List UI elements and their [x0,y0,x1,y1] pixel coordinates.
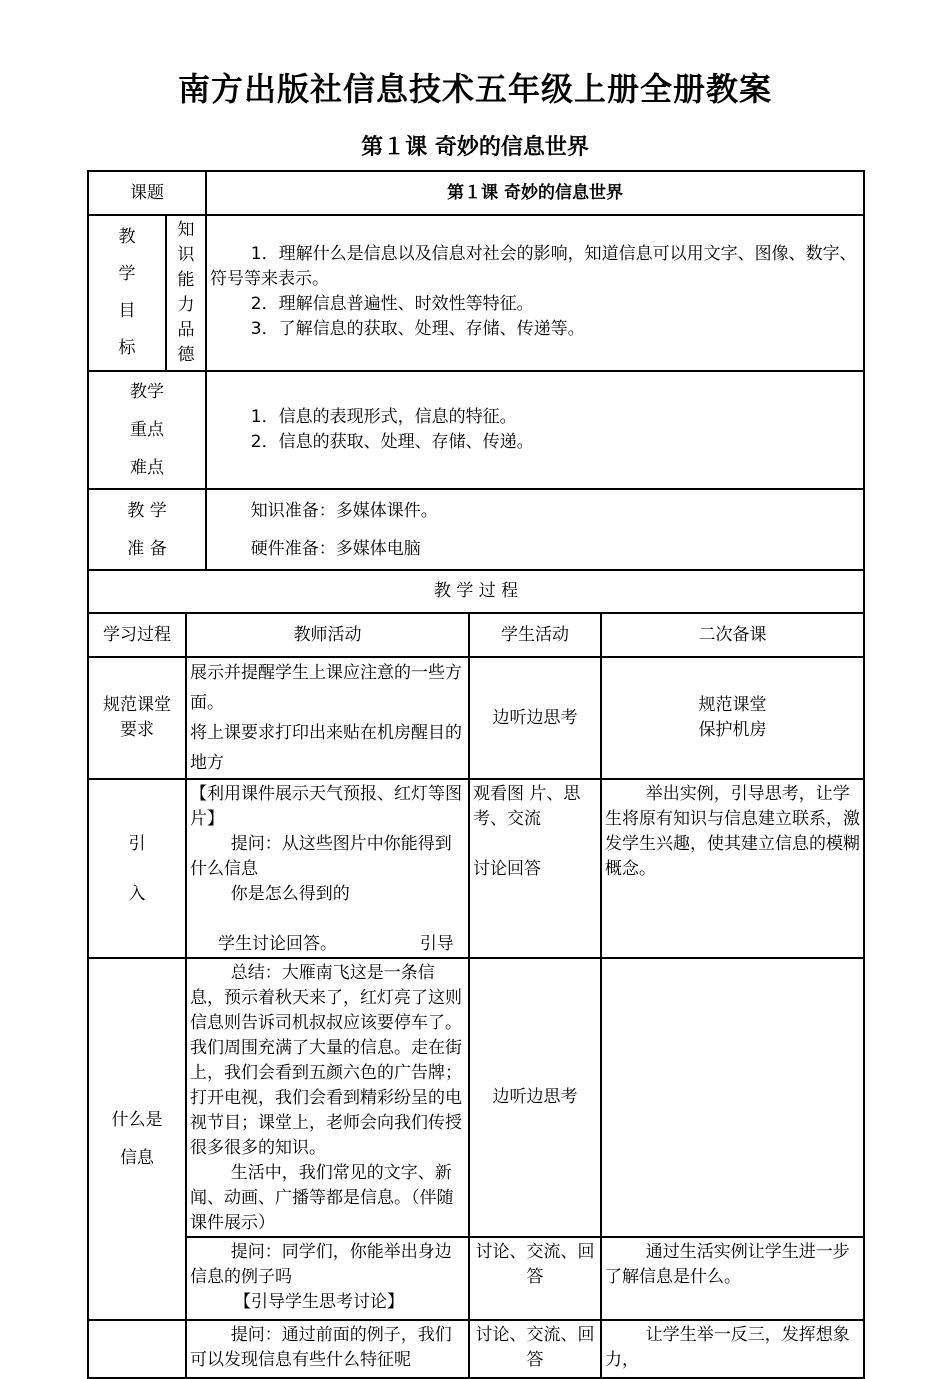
notes-cell: 通过生活实例让学生进一步了解信息是什么。 [601,1237,864,1320]
teacher-cell [186,958,469,1237]
student-cell [469,779,601,958]
prep-label [88,489,206,570]
goals-label-char: 学 [118,264,136,284]
keypoints-label [88,371,206,489]
stage-cell [88,779,186,958]
student-cell: 边听边思考 [469,657,601,779]
process-title: 教 学 过 程 [88,570,864,613]
process-header-row [88,613,864,657]
teacher-line: 【引导学生思考讨论】 [234,1292,404,1312]
goals-sublabel-line: 能力 [177,270,195,315]
keypoints-label-line: 难点 [130,458,164,478]
keypoint-item: 2．信息的获取、处理、存储、传递。 [250,432,534,452]
goals-label-char: 教 [118,227,136,247]
topic-value: 第１课 奇妙的信息世界 [206,171,864,215]
process-title-row [88,570,864,613]
col-header-student: 学生活动 [469,613,601,657]
goals-label [88,215,166,371]
prep-item: 硬件准备：多媒体电脑 [250,538,421,559]
goals-content [206,215,864,371]
goals-sublabel-line: 品德 [177,320,195,365]
process-row-what-is-info [88,958,864,1237]
stage-cell: 规范课堂要求 [88,657,186,779]
notes-cell [601,958,864,1237]
teacher-line: 展示并提醒学生上课应注意的一些方面。 [190,663,462,713]
notes-line: 保护机房 [698,720,767,740]
process-row-examples [88,1237,864,1320]
stage-cell [88,958,186,1320]
teacher-cell [186,657,469,779]
student-line: 讨论回答 [473,859,541,879]
stage-line: 引 [128,833,146,854]
prep-row [88,489,864,570]
stage-line: 信息 [120,1148,154,1168]
teacher-line: 将上课要求打印出来贴在机房醒目的地方 [190,723,462,773]
teacher-cell: 提问：通过前面的例子，我们可以发现信息有些什么特征呢 [186,1320,469,1378]
prep-label-line: 准 备 [127,538,167,559]
lesson-heading: 第１课 奇妙的信息世界 [361,134,589,160]
goal-item: 1．理解什么是信息以及信息对社会的影响，知道信息可以用文字、图像、数字、符号等来表示。 [210,244,857,289]
goals-label-char: 标 [118,338,136,358]
goal-item: 2．理解信息普遍性、时效性等特征。 [250,294,534,314]
stage-cell [88,1320,186,1378]
notes-cell [601,657,864,779]
topic-label: 课题 [88,171,206,215]
goals-sublabel [166,215,206,371]
keypoints-label-line: 教学 [130,382,164,402]
prep-item: 知识准备：多媒体课件。 [250,500,438,521]
keypoints-row [88,371,864,489]
keypoints-content [206,371,864,489]
process-row-rules [88,657,864,779]
stage-line: 入 [128,883,146,904]
keypoint-item: 1．信息的表现形式，信息的特征。 [250,407,517,427]
teacher-line: 提问：从这些图片中你能得到什么信息 [190,834,452,879]
prep-content [206,489,864,570]
teacher-line: 你是怎么得到的 [230,884,350,904]
goals-sublabel-line: 知识 [177,220,195,265]
notes-line: 规范课堂 [698,695,767,715]
stage-line: 什么是 [111,1110,163,1130]
document-title: 南方出版社信息技术五年级上册全册教案 [177,70,772,108]
notes-cell: 让学生举一反三，发挥想象力， [601,1320,864,1378]
teacher-cell [186,779,469,958]
student-cell: 讨论、交流、回答 [469,1320,601,1378]
keypoints-label-line: 重点 [130,420,164,440]
col-header-notes: 二次备课 [601,613,864,657]
process-row-features [88,1320,864,1378]
student-cell: 边听边思考 [469,958,601,1237]
col-header-stage: 学习过程 [88,613,186,657]
topic-row [88,171,864,215]
teacher-cell [186,1237,469,1320]
student-line: 观看图 片、思考、交流 [473,784,581,829]
notes-cell: 举出实例，引导思考，让学生将原有知识与信息建立联系，激发学生兴趣，使其建立信息的模糊概念。 [601,779,864,958]
teacher-line: 提问：同学们，你能举出身边信息的例子吗 [190,1242,452,1287]
prep-label-line: 教 学 [127,500,167,521]
teacher-discuss: 学生讨论回答。 [218,934,337,954]
teacher-line: 【利用课件展示天气预报、红灯等图片】 [190,784,462,829]
lesson-plan-table [87,170,865,1379]
teacher-paragraph: 总结：大雁南飞这是一条信息，预示着秋天来了，红灯亮了这则信息则告诉司机叔叔应该要停车了。我们周围充满了大量的信息。走在街上，我们会看到五颜六色的广告牌；打开电视，我们会看到精彩纷呈的电视节目；课堂上，老师会向我们传授很多很多的知识。 [190,963,462,1158]
goal-item: 3．了解信息的获取、处理、存储、传递等。 [250,319,585,339]
teacher-line [190,932,465,957]
teacher-guide: 引导 [419,934,454,954]
student-cell: 讨论、交流、回答 [469,1237,601,1320]
goals-label-char: 目 [118,301,136,321]
col-header-teacher: 教师活动 [186,613,469,657]
teacher-paragraph: 生活中，我们常见的文字、新闻、动画、广播等都是信息。（伴随课件展示） [190,1163,454,1233]
goals-row [88,215,864,371]
process-row-intro [88,779,864,958]
